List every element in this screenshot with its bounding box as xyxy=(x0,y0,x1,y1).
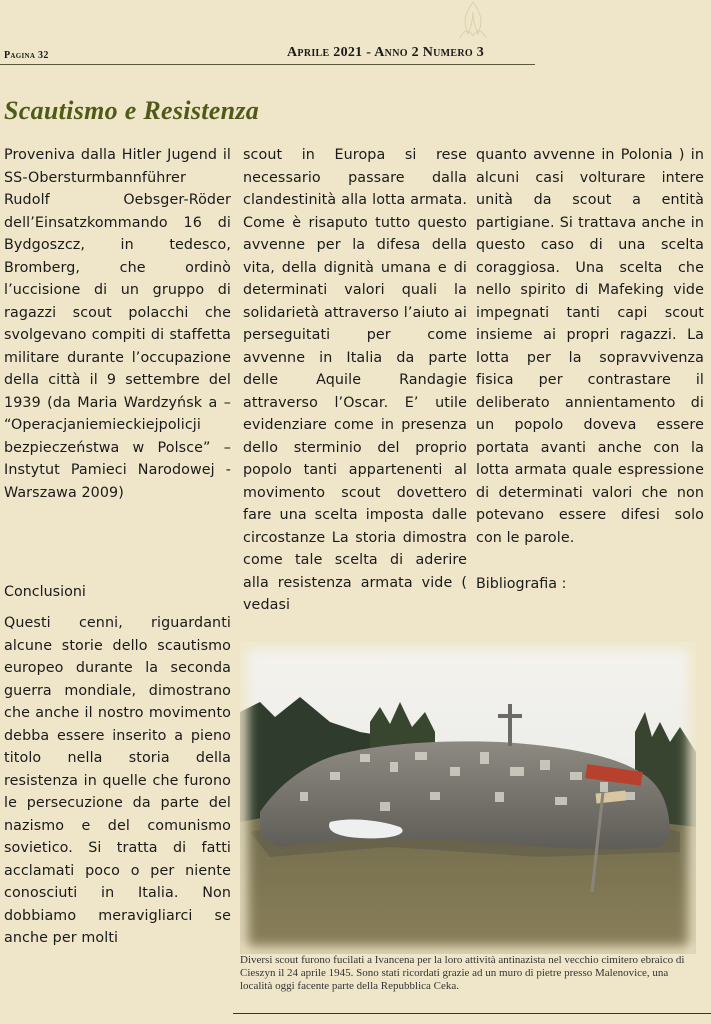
column-1 xyxy=(4,144,231,504)
photo-caption: Diversi scout furono fucilati a Ivancena per la loro attività antinazista nel vecchio cimitero ebraico di Cieszyn il 24 aprile 1945. Sono stati ricordati grazie ad un muro di pietre presso Malenovice, una località oggi facente parte della Repubblica Ceka. xyxy=(240,954,685,992)
issue-info: Aprile 2021 - Anno 2 Numero 3 xyxy=(287,45,485,60)
column-2-paragraph: scout in Europa si rese necessario passare dalla clandestinità alla lotta armata. Come è risaputo tutto questo avvenne per la difesa della vita, della dignità umana e di determinati valori quali la solidarietà attraverso l’aiuto ai perseguitati per come avvenne in Italia da parte delle Aquile Randagie attraverso l’Oscar. E’ utile evidenziare come in presenza dello sterminio del proprio popolo tanti appartenenti al movimento scout dovettero fare una scelta imposta dalle circostanze La storia dimostra come tale scelta di aderire alla resistenza armata vide ( vedasi xyxy=(243,147,467,613)
conclusions-paragraph: Questi cenni, riguardanti alcune storie dello scautismo europeo durante la seconda guerra mondiale, dimostrano che anche il nostro movimento debba essere inserito a pieno titolo nella storia della resistenza in quelle che furono le persecuzione da parte del nazismo e del comunismo sovietico. Si tratta di fatti acclamati poco o per niente conosciuti in Italia. Non dobbiamo meravigliarci se anche per molti xyxy=(4,615,231,946)
column-1-paragraph: Proveniva dalla Hitler Jugend il SS-Obersturmbannführer Rudolf Oebsger-Röder dell’Einsatzkommando 16 di Bydgoszcz, in tedesco, Bromberg, che ordinò l’uccisione di un gruppo di ragazzi scout polacchi che svolgevano compiti di staffetta militare durante l’occupazione della città il 9 settembre del 1939 (da Maria Wardzyńsk a – “Operacjaniemieckiejpolicji bezpieczeństwa w Polsce” – Instytut Pamieci Narodowej - Warszawa 2009) xyxy=(4,147,231,501)
footer-divider xyxy=(233,1013,711,1014)
column-3 xyxy=(476,144,704,549)
page-number: Pagina 32 xyxy=(4,50,49,61)
bibliography-heading: Bibliografia : xyxy=(476,576,567,592)
column-2 xyxy=(243,144,467,617)
flame-watermark-icon xyxy=(438,0,508,40)
conclusions-heading: Conclusioni xyxy=(4,584,86,600)
column-3-paragraph: quanto avvenne in Polonia ) in alcuni casi volturare intere unità da scout a entità partigiane. Si trattava anche in questo caso di una scelta coraggiosa. Una scelta che nello spirito di Mafeking vide impegnati tanti capi scout insieme ai propri ragazzi. La lotta per la sopravvivenza fisica per contrastare il deliberato annientamento di un popolo doveva essere portata avanti anche con la lotta armata quale espressione di determinati valori che non potevano essere difesi solo con le parole. xyxy=(476,147,704,546)
article-title: Scautismo e Resistenza xyxy=(4,96,260,125)
header-divider xyxy=(0,64,535,65)
memorial-wall-photo xyxy=(240,642,696,954)
column-1-conclusions xyxy=(4,612,231,950)
